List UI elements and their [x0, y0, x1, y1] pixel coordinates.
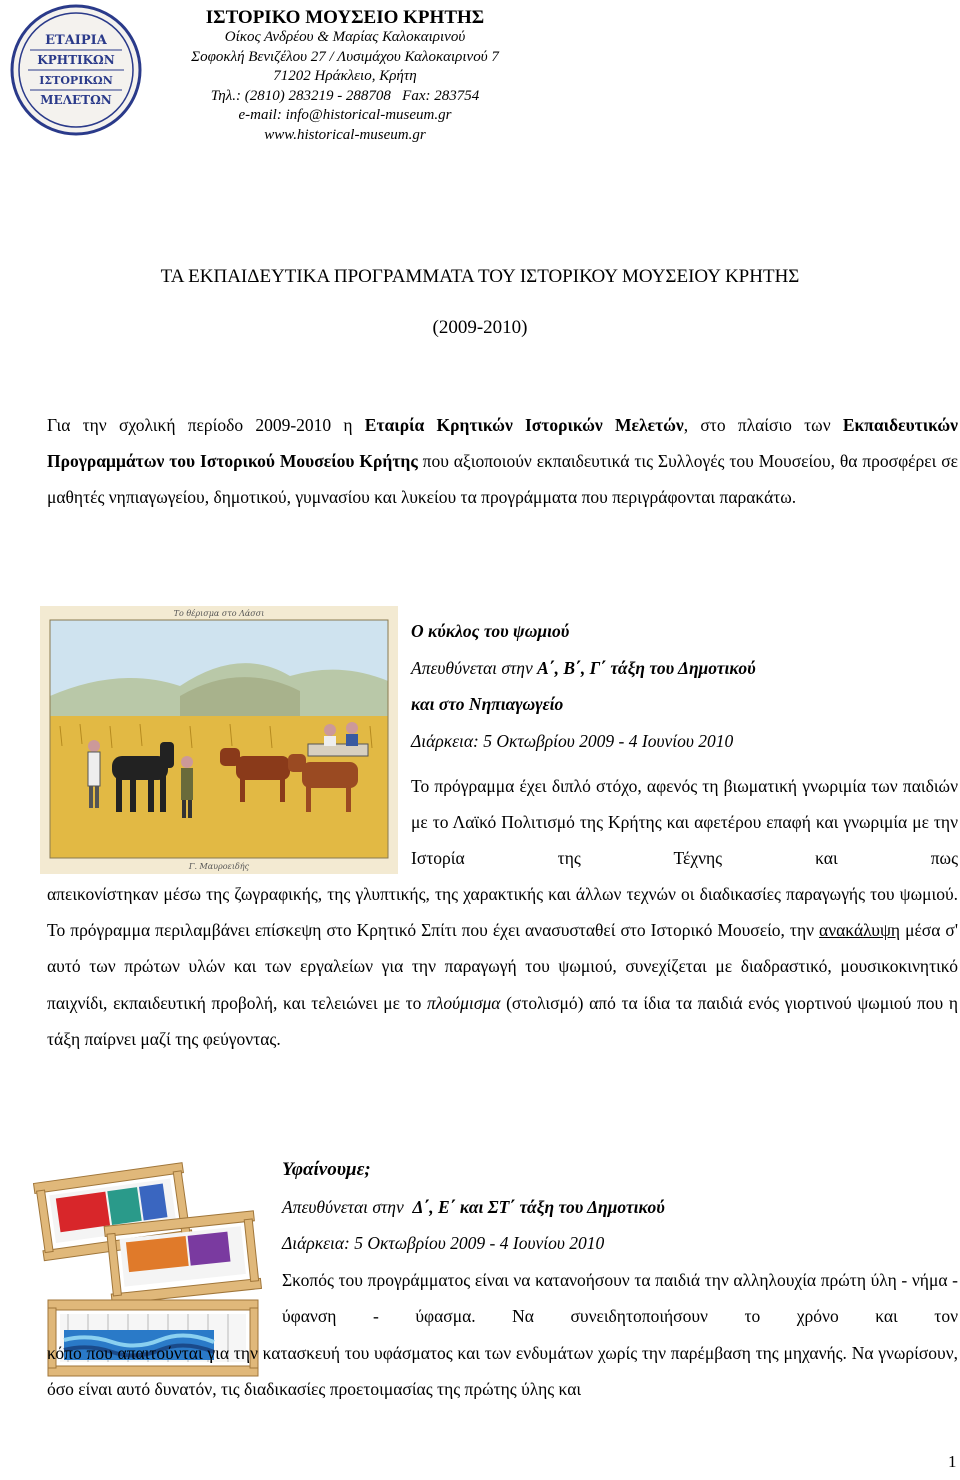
phone-fax: Τηλ.: (2810) 283219 - 288708 Fax: 283754	[210, 87, 480, 104]
program2-audience	[282, 1189, 882, 1226]
svg-text:ΚΡΗΤΙΚΩΝ: ΚΡΗΤΙΚΩΝ	[37, 53, 115, 67]
harvest-painting-image	[40, 606, 398, 874]
museum-house: Οίκος Ανδρέου & Μαρίας Καλοκαιρινού	[224, 29, 466, 45]
intro-paragraph	[47, 407, 958, 516]
museum-header	[150, 8, 540, 145]
address-city: 71202 Ηράκλειο, Κρήτη	[273, 68, 417, 84]
program2-audience-grades: Δ΄, Ε΄ και ΣΤ΄ τάξη του Δημοτικού	[412, 1196, 665, 1217]
svg-text:ΜΕΛΕΤΩΝ: ΜΕΛΕΤΩΝ	[40, 93, 112, 107]
program2-title: Υφαίνουμε;	[282, 1159, 371, 1180]
program2-audience-prefix: Απευθύνεται στην	[282, 1196, 413, 1217]
painting-caption-top: Το θέρισμα στο Λάσσι	[173, 609, 265, 618]
program1-body-underlined: ανακάλυψη	[819, 920, 901, 941]
society-seal-logo	[8, 2, 144, 138]
program2-info	[282, 1152, 882, 1262]
painting-caption-bottom: Γ. Μαυροειδής	[188, 862, 250, 871]
program1-body-wrap: Το πρόγραμμα έχει διπλό στόχο, αφενός τη βιωματική γνωριμία των παιδιών με το Λαϊκό Πολιτισμό της Κρήτης και αφετέρου επαφή και γνωριμία με την Ιστορία της Τέχνης και πως	[411, 776, 958, 869]
program1-title: Ο κύκλος του ψωμιού	[411, 621, 570, 641]
intro-text: Για την σχολική περίοδο 2009-2010 η	[47, 415, 365, 435]
program1-audience-prefix: Απευθύνεται στην	[411, 657, 538, 678]
program2-duration: Διάρκεια: 5 Οκτωβρίου 2009 - 4 Ιουνίου 2010	[282, 1233, 605, 1253]
program1-duration: Διάρκεια: 5 Οκτωβρίου 2009 - 4 Ιουνίου 2010	[411, 730, 734, 751]
program1-body-italic: πλούμισμα	[427, 992, 501, 1013]
svg-text:ΕΤΑΙΡΙΑ: ΕΤΑΙΡΙΑ	[45, 33, 107, 48]
program1-body	[47, 876, 958, 1057]
email: e-mail: info@historical-museum.gr	[238, 107, 452, 123]
program2-body-wrap: Σκοπός του προγράμματος είναι να κατανοήσουν τα παιδιά την αλληλουχία πρώτη ύλη - νήμα - ύφανση - ύφασμα. Να συνειδητοποιήσουν το χρόνο και τον	[282, 1270, 958, 1327]
program1-body-text: μέσα σ' αυτό των πρώτων υλών και των εργαλείων για την παραγωγή του ψωμιού, συνεχίζεται με διαδραστικό, μουσικοκινητικό παιχνίδι, εκπαιδευτική προβολή, και τελειώνει με το	[47, 920, 958, 1013]
address-street: Σοφοκλή Βενιζέλου 27 / Λυσιμάχου Καλοκαιρινού 7	[191, 48, 499, 65]
program1-audience	[411, 650, 951, 687]
intro-society-name: Εταιρία Κρητικών Ιστορικών Μελετών	[364, 415, 684, 435]
program1-info	[411, 613, 951, 759]
program1-audience-line2: και στο Νηπιαγωγείο	[411, 694, 564, 714]
document-title: ΤΑ ΕΚΠΑΙΔΕΥΤΙΚΑ ΠΡΟΓΡΑΜΜΑΤΑ ΤΟΥ ΙΣΤΟΡΙΚΟΥ ΜΟΥΣΕΙΟΥ ΚΡΗΤΗΣ	[160, 266, 800, 287]
intro-text: που αξιοποιούν εκπαιδευτικά τις Συλλογές του Μουσείου, θα προσφέρει σε μαθητές νηπιαγωγείου, δημοτικού, γυμνασίου και λυκείου τα προγράμματα που περιγράφονται παρακάτω.	[47, 451, 958, 508]
program1-body-text: (στολισμό) από τα ίδια τα παιδιά ενός γιορτινού ψωμιού που η τάξη παίρνει μαζί της φεύγοντας.	[47, 992, 958, 1049]
document-period: (2009-2010)	[432, 317, 528, 338]
svg-text:ΙΣΤΟΡΙΚΩΝ: ΙΣΤΟΡΙΚΩΝ	[39, 74, 113, 87]
website: www.historical-museum.gr	[264, 126, 426, 143]
program1-body-text: απεικονίστηκαν μέσω της ζωγραφικής, της γλυπτικής, της χαρακτικής και άλλων τεχνών οι διαδικασίες παραγωγής του ψωμιού. Το πρόγραμμα περιλαμβάνει επίσκεψη στο Κρητικό Σπίτι που έχει ανασυσταθεί στο Ιστορικό Μουσείο, την	[47, 884, 958, 941]
intro-programs-name: Εκπαιδευτικών Προγραμμάτων του Ιστορικού Μουσείου Κρήτης	[47, 415, 958, 472]
page-number: 1	[948, 1452, 957, 1471]
museum-name: ΙΣΤΟΡΙΚΟ ΜΟΥΣΕΙΟ ΚΡΗΤΗΣ	[205, 7, 485, 28]
intro-text: , στο πλαίσιο των	[683, 415, 843, 435]
program1-audience-grades: Α΄, Β΄, Γ΄ τάξη του Δημοτικού	[537, 657, 756, 678]
program2-body: κόπο που απαιτούνται για την κατασκευή του υφάσματος και των ενδυμάτων χωρίς την παρέμβαση της μηχανής. Να γνωρίσουν, όσο είναι αυτό δυνατόν, τις διαδικασίες προετοιμασίας της πρώτης ύλης και	[47, 1343, 958, 1400]
